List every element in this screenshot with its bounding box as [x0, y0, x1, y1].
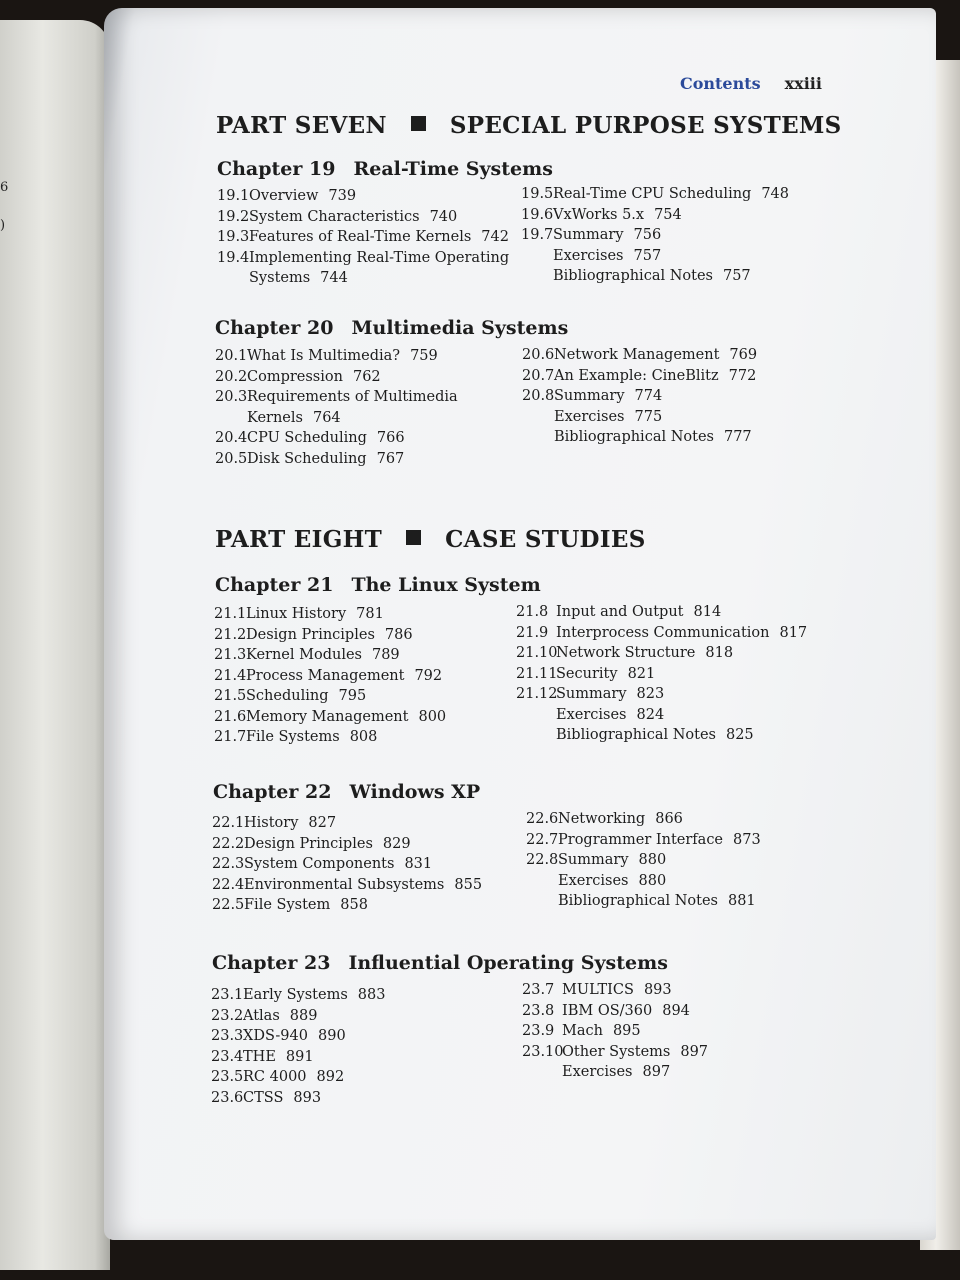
- toc-entry: 23.10 Other Systems 897: [522, 1043, 709, 1060]
- toc-entry: 21.11 Security 821: [516, 665, 656, 682]
- toc-column-left: [212, 813, 482, 916]
- toc-entry: 21.2 Design Principles 786: [214, 626, 413, 643]
- chapter-label: Chapter 21: [215, 574, 334, 596]
- running-head: [680, 74, 822, 93]
- toc-column-right: [522, 345, 757, 448]
- chapter-label: Chapter 20: [215, 317, 334, 339]
- toc-entry: 22.5 File System 858: [212, 897, 368, 913]
- chapter-label: Chapter 22: [213, 781, 332, 803]
- toc-entry: Exercises 897: [562, 1064, 671, 1080]
- toc-column-left: [217, 186, 519, 289]
- toc-entry: Exercises 757: [553, 247, 662, 264]
- running-head-title: Contents: [680, 74, 761, 93]
- left-page-fragment: ): [0, 218, 6, 233]
- part-title: PART EIGHT: [215, 526, 383, 553]
- toc-entry: 23.2 Atlas 889: [211, 1007, 318, 1024]
- toc-entry: 20.2 Compression 762: [215, 368, 381, 385]
- toc-entry: 22.8 Summary 880: [526, 852, 667, 868]
- toc-entry: 22.3 System Components 831: [212, 856, 433, 872]
- chapter-label: Chapter 19: [217, 158, 336, 180]
- toc-entry: 19.3 Features of Real-Time Kernels 742: [217, 229, 509, 245]
- toc-column-right: [516, 602, 807, 746]
- part-heading: [216, 112, 842, 139]
- toc-entry: 20.8 Summary 774: [522, 388, 663, 404]
- page-number: xxiii: [784, 74, 822, 93]
- chapter-heading: [213, 781, 480, 803]
- chapter-heading: [215, 317, 568, 339]
- toc-entry: 20.3 Requirements of Multimedia: [215, 389, 458, 405]
- chapter-name: Real-Time Systems: [353, 158, 553, 180]
- chapter-heading: [212, 952, 668, 974]
- toc-entry: 23.8 IBM OS/360 894: [522, 1002, 690, 1019]
- toc-entry: 23.4 THE 891: [211, 1048, 314, 1065]
- toc-entry: 20.6 Network Management 769: [522, 347, 758, 363]
- toc-entry: 22.1 History 827: [212, 815, 337, 831]
- toc-column-left: [214, 604, 446, 748]
- part-heading: [215, 526, 646, 553]
- toc-entry: Kernels 764: [247, 409, 341, 426]
- chapter-label: Chapter 23: [212, 952, 331, 974]
- part-title: PART SEVEN: [216, 112, 387, 139]
- toc-entry: 21.1 Linux History 781: [214, 606, 384, 622]
- toc-entry: Exercises 824: [556, 706, 665, 723]
- toc-entry: 22.6 Networking 866: [526, 811, 683, 827]
- toc-entry: Bibliographical Notes 777: [554, 429, 752, 445]
- toc-entry: 23.1 Early Systems 883: [211, 987, 386, 1003]
- toc-entry: 21.3 Kernel Modules 789: [214, 647, 400, 663]
- toc-entry: 19.7 Summary 756: [521, 227, 662, 243]
- toc-entry: 20.7 An Example: CineBlitz 772: [522, 367, 757, 384]
- toc-entry: 19.4 Implementing Real-Time Operating: [217, 249, 510, 266]
- toc-entry: 21.5 Scheduling 795: [214, 688, 367, 704]
- chapter-name: Influential Operating Systems: [348, 952, 668, 974]
- toc-entry: 19.6 VxWorks 5.x 754: [521, 206, 682, 223]
- toc-entry: Bibliographical Notes 757: [553, 268, 751, 284]
- toc-entry: 22.4 Environmental Subsystems 855: [212, 876, 483, 893]
- toc-entry: 21.4 Process Management 792: [214, 667, 443, 684]
- toc-entry: 23.3 XDS-940 890: [211, 1028, 346, 1044]
- chapter-name: Multimedia Systems: [351, 317, 569, 339]
- toc-entry: 20.4 CPU Scheduling 766: [215, 430, 405, 446]
- toc-entry: 21.12 Summary 823: [516, 686, 665, 702]
- toc-entry: 21.7 File Systems 808: [214, 729, 378, 745]
- toc-column-right: [526, 809, 761, 912]
- toc-entry: 23.7 MULTICS 893: [522, 982, 672, 998]
- toc-entry: 22.7 Programmer Interface 873: [526, 831, 761, 848]
- chapter-heading: [217, 158, 553, 180]
- toc-entry: 20.1 What Is Multimedia? 759: [215, 348, 438, 364]
- toc-entry: 19.5 Real-Time CPU Scheduling 748: [521, 186, 790, 202]
- toc-entry: 21.6 Memory Management 800: [214, 708, 447, 725]
- toc-entry: 20.5 Disk Scheduling 767: [215, 450, 405, 467]
- toc-entry: Bibliographical Notes 825: [556, 727, 754, 743]
- part-subtitle: SPECIAL PURPOSE SYSTEMS: [449, 112, 842, 139]
- chapter-name: Windows XP: [349, 781, 481, 803]
- toc-entry: 21.10 Network Structure 818: [516, 645, 734, 661]
- toc-entry: 19.2 System Characteristics 740: [217, 208, 458, 225]
- chapter-heading: [215, 574, 541, 596]
- part-subtitle: CASE STUDIES: [445, 526, 646, 553]
- toc-entry: 21.8 Input and Output 814: [516, 604, 722, 620]
- toc-entry: Exercises 880: [558, 872, 667, 889]
- square-bullet-icon: [406, 530, 421, 545]
- toc-column-right: [521, 184, 789, 287]
- toc-entry: Exercises 775: [554, 408, 663, 425]
- toc-entry: 19.1 Overview 739: [217, 188, 357, 204]
- chapter-name: The Linux System: [351, 574, 541, 596]
- toc-entry: 23.5 RC 4000 892: [211, 1069, 345, 1085]
- toc-column-right: [522, 980, 708, 1083]
- toc-column-left: [211, 985, 385, 1108]
- toc-column-left: [215, 346, 468, 469]
- toc-entry: 23.9 Mach 895: [522, 1023, 641, 1039]
- toc-entry: Bibliographical Notes 881: [558, 893, 756, 909]
- left-page-fragment: 6: [0, 180, 9, 195]
- toc-entry: 23.6 CTSS 893: [211, 1089, 322, 1106]
- toc-entry: 21.9 Interprocess Communication 817: [516, 624, 808, 641]
- toc-entry: Systems 744: [249, 270, 348, 286]
- toc-entry: 22.2 Design Principles 829: [212, 835, 411, 852]
- square-bullet-icon: [411, 116, 426, 131]
